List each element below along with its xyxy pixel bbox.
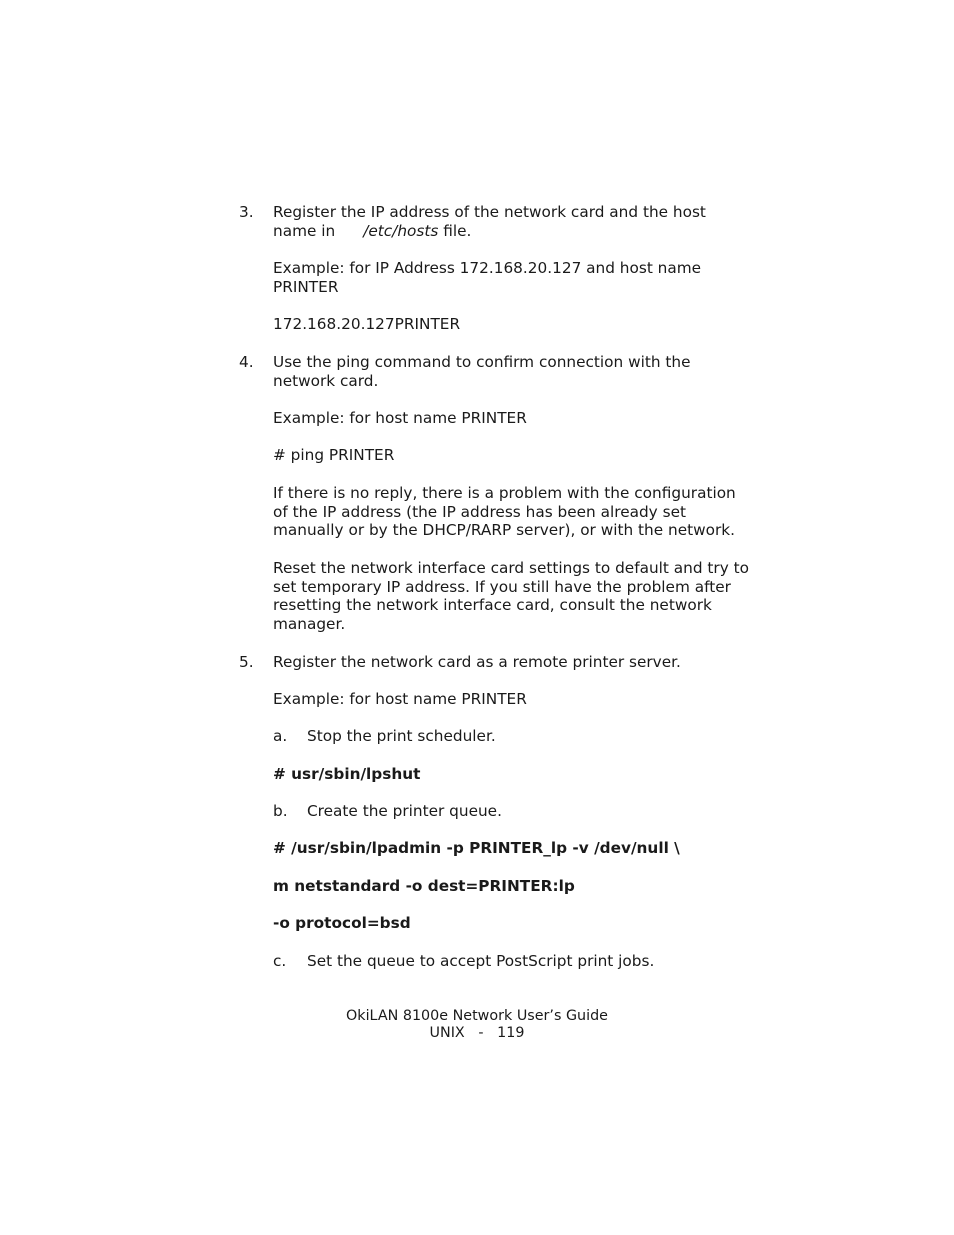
substep-letter: b. [273, 802, 288, 821]
substep-text: Stop the print scheduler. [307, 727, 496, 746]
step-4 [0, 353, 954, 391]
step-text: Register the network card as a remote printer server. [273, 652, 681, 671]
substep-c [0, 952, 954, 971]
page-content [0, 203, 954, 970]
step-5 [0, 653, 954, 672]
step-note: Reset the network interface card settings to default and try to set temporary IP address. If you still have the problem after resetting the network interface card, consult the network manager. [273, 558, 749, 634]
footer-page-number: UNIX - 119 [429, 1025, 525, 1042]
hosts-file-path: /etc/hosts [363, 221, 439, 240]
step-example: Example: for IP Address 172.168.20.127 and host name PRINTER [273, 259, 702, 296]
footer-title: OkiLAN 8100e Network User’s Guide [346, 1008, 608, 1024]
step-text-end: file. [438, 221, 472, 240]
command-line: -o protocol=bsd [273, 914, 411, 933]
substep-a [0, 727, 954, 746]
substep-letter: c. [273, 951, 287, 970]
substep-b [0, 802, 954, 821]
page-footer [0, 1008, 954, 1042]
step-number: 5. [239, 652, 254, 671]
step-note: If there is no reply, there is a problem with the configuration of the IP address (the IP address has been already set manually or by the DHCP/RARP server), or with the network. [273, 483, 736, 540]
step-number: 4. [239, 352, 254, 371]
command-line: # usr/sbin/lpshut [273, 764, 421, 783]
step-text: Register the IP address of the network card and the host name in [273, 203, 706, 240]
ping-command: # ping PRINTER [273, 446, 395, 465]
substep-text: Set the queue to accept PostScript print jobs. [307, 951, 655, 970]
substep-text: Create the printer queue. [307, 802, 502, 821]
command-line: m netstandard -o dest=PRINTER:lp [273, 876, 575, 895]
command-line: # /usr/sbin/lpadmin -p PRINTER_lp -v /dev/null \ [273, 839, 680, 858]
hosts-entry: 172.168.20.127PRINTER [273, 315, 461, 334]
step-example: Example: for host name PRINTER [273, 408, 527, 427]
step-number: 3. [239, 203, 254, 221]
step-example: Example: for host name PRINTER [273, 689, 527, 708]
step-text: Use the ping command to confirm connection with the network card. [273, 352, 691, 390]
step-3 [0, 203, 954, 241]
substep-letter: a. [273, 727, 288, 746]
